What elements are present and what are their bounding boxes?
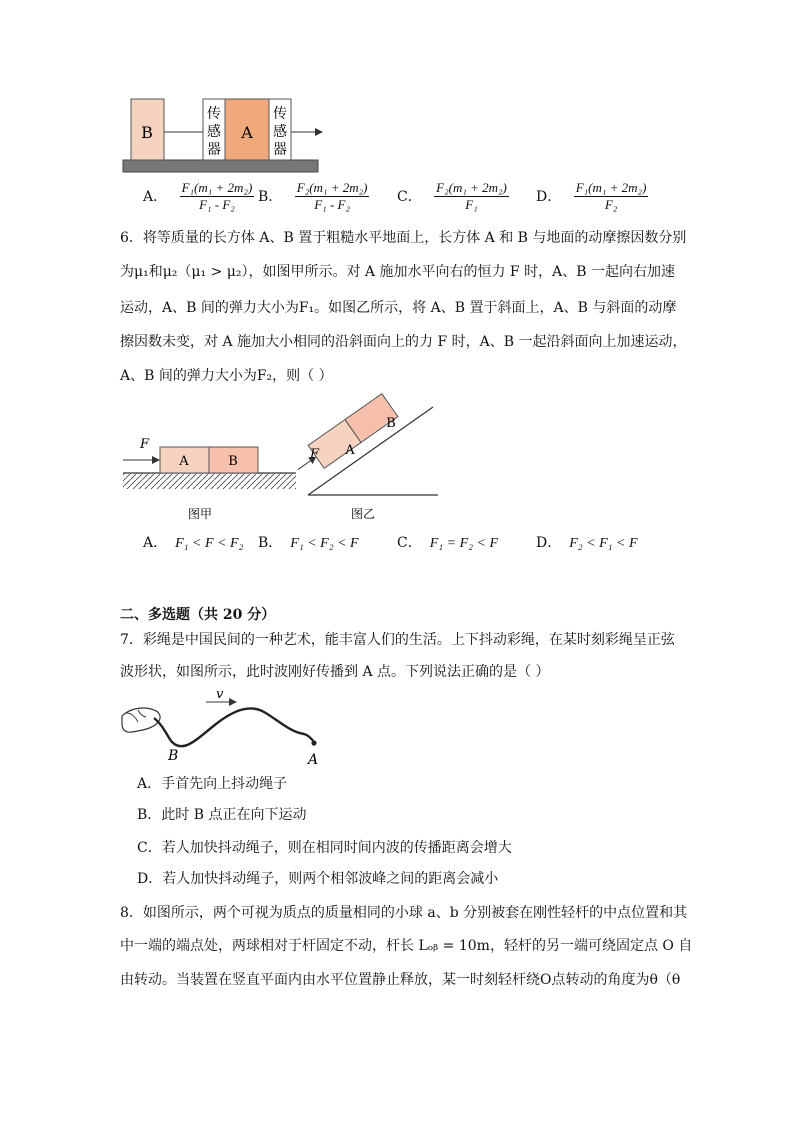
section-title: 二、多选题（共 20 分）	[120, 607, 276, 623]
caption-yi: 图乙	[350, 507, 376, 521]
q6-option-b: B． F₁ < F₂ < F	[258, 535, 359, 551]
velocity-label: v	[216, 687, 224, 702]
q6-option-c: C． F₁ = F₂ < F	[397, 535, 499, 551]
svg-text:器: 器	[207, 142, 221, 158]
svg-text:感: 感	[273, 124, 287, 140]
caption-jia: 图甲	[187, 507, 213, 521]
svg-text:感: 感	[207, 124, 221, 140]
rope	[154, 708, 314, 746]
svg-text:器: 器	[273, 142, 287, 158]
q7-option-c: C．若人加快抖动绳子，则在相同时间内波的传播距离会增大	[137, 840, 512, 856]
svg-text:B: B	[386, 416, 396, 431]
hand-icon	[122, 708, 160, 732]
svg-text:B: B	[168, 748, 179, 764]
q5-option-b: B． $\frac{\text{F₂(m₁ + 2m₂)}}{\text{F₁ - F₂}}$	[258, 180, 368, 212]
point-a	[311, 740, 316, 745]
svg-text:传: 传	[207, 106, 221, 122]
svg-text:F: F	[310, 447, 320, 462]
q7-line-2: 波形状，如图所示，此时波刚好传播到 A 点。下列说法正确的是（ ）	[120, 664, 550, 680]
q6-figure-jia	[118, 432, 303, 527]
q8-line-2: 中一端的端点处，两球相对于杆固定不动，杆长 Lₒᵦ = 10m，轻杆的另一端可绕固定点 O 自	[120, 938, 693, 954]
svg-text:A: A	[179, 454, 189, 469]
q6-option-a: A． F₁ < F < F₂	[143, 535, 244, 551]
svg-text:B: B	[228, 454, 238, 469]
block-a-label: A	[241, 123, 253, 142]
q6-line-5: A、B 间的弹力大小为F₂，则（ ）	[120, 368, 333, 384]
svg-text:F: F	[140, 437, 150, 452]
q7-line-1: 7．彩绳是中国民间的一种艺术，能丰富人们的生活。上下抖动彩绳，在某时刻彩绳呈正弦	[120, 632, 675, 648]
q6-line-1: 6．将等质量的长方体 A、B 置于粗糙水平地面上，长方体 A 和 B 与地面的动摩擦因数分别	[120, 230, 687, 246]
svg-text:传: 传	[273, 106, 287, 122]
q6-option-d: D． F₂ < F₁ < F	[536, 535, 638, 551]
svg-text:A: A	[345, 443, 355, 458]
q6-line-2: 为μ₁和μ₂（μ₁ > μ₂），如图甲所示。对 A 施加水平向右的恒力 F 时，A、B 一起向右加速	[120, 264, 675, 280]
q7-option-a: A．手首先向上抖动绳子	[137, 776, 288, 792]
q6-line-3: 运动，A、B 间的弹力大小为F₁。如图乙所示，将 A、B 置于斜面上，A、B 与斜面的动摩	[120, 300, 677, 316]
q7-rope-figure	[118, 686, 328, 768]
q8-line-3: 由转动。当装置在竖直平面内由水平位置静止释放，某一时刻轻杆绕O点转动的角度为θ（θ	[120, 972, 681, 988]
block-b-label: B	[141, 123, 153, 142]
q7-option-d: D．若人加快抖动绳子，则两个相邻波峰之间的距离会减小	[137, 871, 499, 887]
sensor-figure	[115, 90, 335, 180]
q8-line-1: 8．如图所示，两个可视为质点的质量相同的小球 a、b 分别被套在刚性轻杆的中点位置和其	[120, 905, 688, 921]
q6-figure-yi	[298, 392, 443, 527]
q7-option-b: B．此时 B 点正在向下运动	[137, 807, 307, 823]
q6-line-4: 擦因数未变，对 A 施加大小相同的沿斜面向上的力 F 时，A、B 一起沿斜面向上加速运动，	[120, 334, 687, 350]
svg-text:A: A	[308, 752, 319, 768]
q5-option-c: C． $\frac{\text{F₂(m₁ + 2m₂)}}{\text{F₁}}$	[397, 180, 507, 212]
q5-option-d: D． $\frac{\text{F₁(m₁ + 2m₂)}}{\text{F₂}}$	[536, 180, 647, 212]
q5-option-a: A． $\frac{\text{F₁(m₁ + 2m₂)}}{\text{F₁ - F₂}}$	[143, 180, 253, 212]
